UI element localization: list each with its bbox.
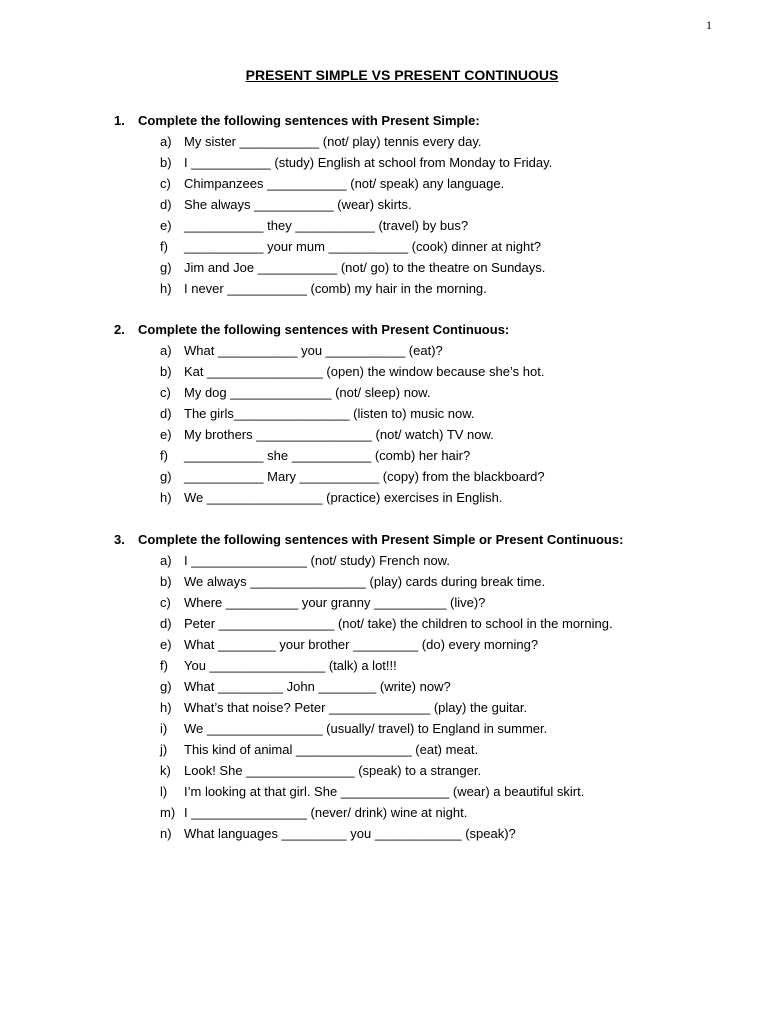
item-letter: m) [160, 805, 176, 820]
item-letter: k) [160, 763, 171, 778]
item-sentence: ___________ your mum ___________ (cook) dinner at night? [184, 239, 542, 254]
item-letter: h) [160, 700, 172, 715]
exercise-item [0, 382, 768, 403]
item-letter: g) [160, 260, 172, 275]
item-sentence: My brothers ________________ (not/ watch) TV now. [184, 427, 494, 442]
exercise-item [0, 592, 768, 613]
item-letter: j) [160, 742, 168, 757]
item-sentence: Look! She _______________ (speak) to a stranger. [184, 763, 482, 778]
item-sentence: Where __________ your granny __________ (live)? [184, 595, 486, 610]
section-number: 1. [114, 113, 125, 128]
exercise-item [0, 131, 768, 152]
exercise-item [0, 152, 768, 173]
item-sentence: What ___________ you ___________ (eat)? [184, 343, 443, 358]
section-heading [0, 110, 768, 131]
exercise-item [0, 173, 768, 194]
item-sentence: Jim and Joe ___________ (not/ go) to the theatre on Sundays. [184, 260, 546, 275]
item-letter: c) [160, 595, 171, 610]
item-sentence: This kind of animal ________________ (eat) meat. [184, 742, 479, 757]
item-sentence: Kat ________________ (open) the window because she’s hot. [184, 364, 545, 379]
item-sentence: My dog ______________ (not/ sleep) now. [184, 385, 431, 400]
item-letter: d) [160, 406, 172, 421]
exercise-item [0, 424, 768, 445]
item-letter: l) [160, 784, 168, 799]
exercise-item [0, 655, 768, 676]
item-sentence: What ________ your brother _________ (do) every morning? [184, 637, 539, 652]
section-instruction: Complete the following sentences with Present Simple: [138, 113, 480, 128]
item-letter: e) [160, 427, 172, 442]
item-letter: b) [160, 155, 172, 170]
item-letter: d) [160, 616, 172, 631]
exercise-item [0, 194, 768, 215]
exercise-item [0, 613, 768, 634]
item-letter: e) [160, 218, 172, 233]
item-letter: b) [160, 364, 172, 379]
page-title: PRESENT SIMPLE VS PRESENT CONTINUOUS [245, 67, 559, 83]
exercise-item [0, 215, 768, 236]
item-letter: a) [160, 134, 172, 149]
exercise-item [0, 403, 768, 424]
item-letter: g) [160, 469, 172, 484]
exercise-item [0, 445, 768, 466]
exercise-section-3 [0, 529, 768, 844]
exercise-item [0, 802, 768, 823]
section-number: 2. [114, 322, 125, 337]
item-letter: a) [160, 343, 172, 358]
item-sentence: You ________________ (talk) a lot!!! [184, 658, 397, 673]
item-sentence: What _________ John ________ (write) now? [184, 679, 451, 694]
item-sentence: I’m looking at that girl. She _______________ (wear) a beautiful skirt. [184, 784, 585, 799]
item-sentence: What languages _________ you ____________ (speak)? [184, 826, 516, 841]
item-sentence: What’s that noise? Peter ______________ (play) the guitar. [184, 700, 528, 715]
item-letter: a) [160, 553, 172, 568]
item-sentence: I ________________ (never/ drink) wine at night. [184, 805, 468, 820]
exercise-item [0, 781, 768, 802]
section-instruction: Complete the following sentences with Present Continuous: [138, 322, 510, 337]
exercise-item [0, 571, 768, 592]
exercise-item [0, 823, 768, 844]
item-letter: f) [160, 658, 168, 673]
exercise-item [0, 697, 768, 718]
item-letter: i) [160, 721, 168, 736]
item-sentence: She always ___________ (wear) skirts. [184, 197, 412, 212]
item-letter: c) [160, 385, 171, 400]
item-letter: h) [160, 490, 172, 505]
item-letter: g) [160, 679, 172, 694]
section-heading [0, 319, 768, 340]
item-sentence: ___________ she ___________ (comb) her hair? [184, 448, 471, 463]
exercise-section-2 [0, 319, 768, 508]
exercise-item [0, 634, 768, 655]
item-sentence: The girls________________ (listen to) music now. [184, 406, 475, 421]
exercise-item [0, 718, 768, 739]
exercise-item [0, 361, 768, 382]
item-sentence: ___________ Mary ___________ (copy) from the blackboard? [184, 469, 545, 484]
exercise-item [0, 278, 768, 299]
exercise-item [0, 257, 768, 278]
exercise-item [0, 676, 768, 697]
item-sentence: I ________________ (not/ study) French now. [184, 553, 450, 568]
item-letter: c) [160, 176, 171, 191]
item-letter: h) [160, 281, 172, 296]
item-sentence: We ________________ (practice) exercises in English. [184, 490, 503, 505]
section-instruction: Complete the following sentences with Present Simple or Present Continuous: [138, 532, 624, 547]
item-sentence: We ________________ (usually/ travel) to England in summer. [184, 721, 548, 736]
exercise-item [0, 487, 768, 508]
exercise-item [0, 466, 768, 487]
exercise-item [0, 550, 768, 571]
exercise-item [0, 760, 768, 781]
item-sentence: I ___________ (study) English at school from Monday to Friday. [184, 155, 553, 170]
exercise-item [0, 236, 768, 257]
exercise-list [0, 550, 768, 844]
item-letter: b) [160, 574, 172, 589]
item-sentence: I never ___________ (comb) my hair in the morning. [184, 281, 487, 296]
item-sentence: My sister ___________ (not/ play) tennis every day. [184, 134, 482, 149]
item-letter: d) [160, 197, 172, 212]
item-sentence: ___________ they ___________ (travel) by bus? [184, 218, 469, 233]
section-heading [0, 529, 768, 550]
item-sentence: We always ________________ (play) cards during break time. [184, 574, 546, 589]
item-sentence: Chimpanzees ___________ (not/ speak) any language. [184, 176, 505, 191]
section-number: 3. [114, 532, 125, 547]
item-letter: f) [160, 448, 168, 463]
exercise-item [0, 739, 768, 760]
item-sentence: Peter ________________ (not/ take) the children to school in the morning. [184, 616, 613, 631]
page-number: 1 [706, 18, 712, 32]
item-letter: e) [160, 637, 172, 652]
exercise-list [0, 131, 768, 299]
item-letter: n) [160, 826, 172, 841]
exercise-item [0, 340, 768, 361]
exercise-section-1 [0, 110, 768, 299]
exercise-list [0, 340, 768, 508]
item-letter: f) [160, 239, 168, 254]
